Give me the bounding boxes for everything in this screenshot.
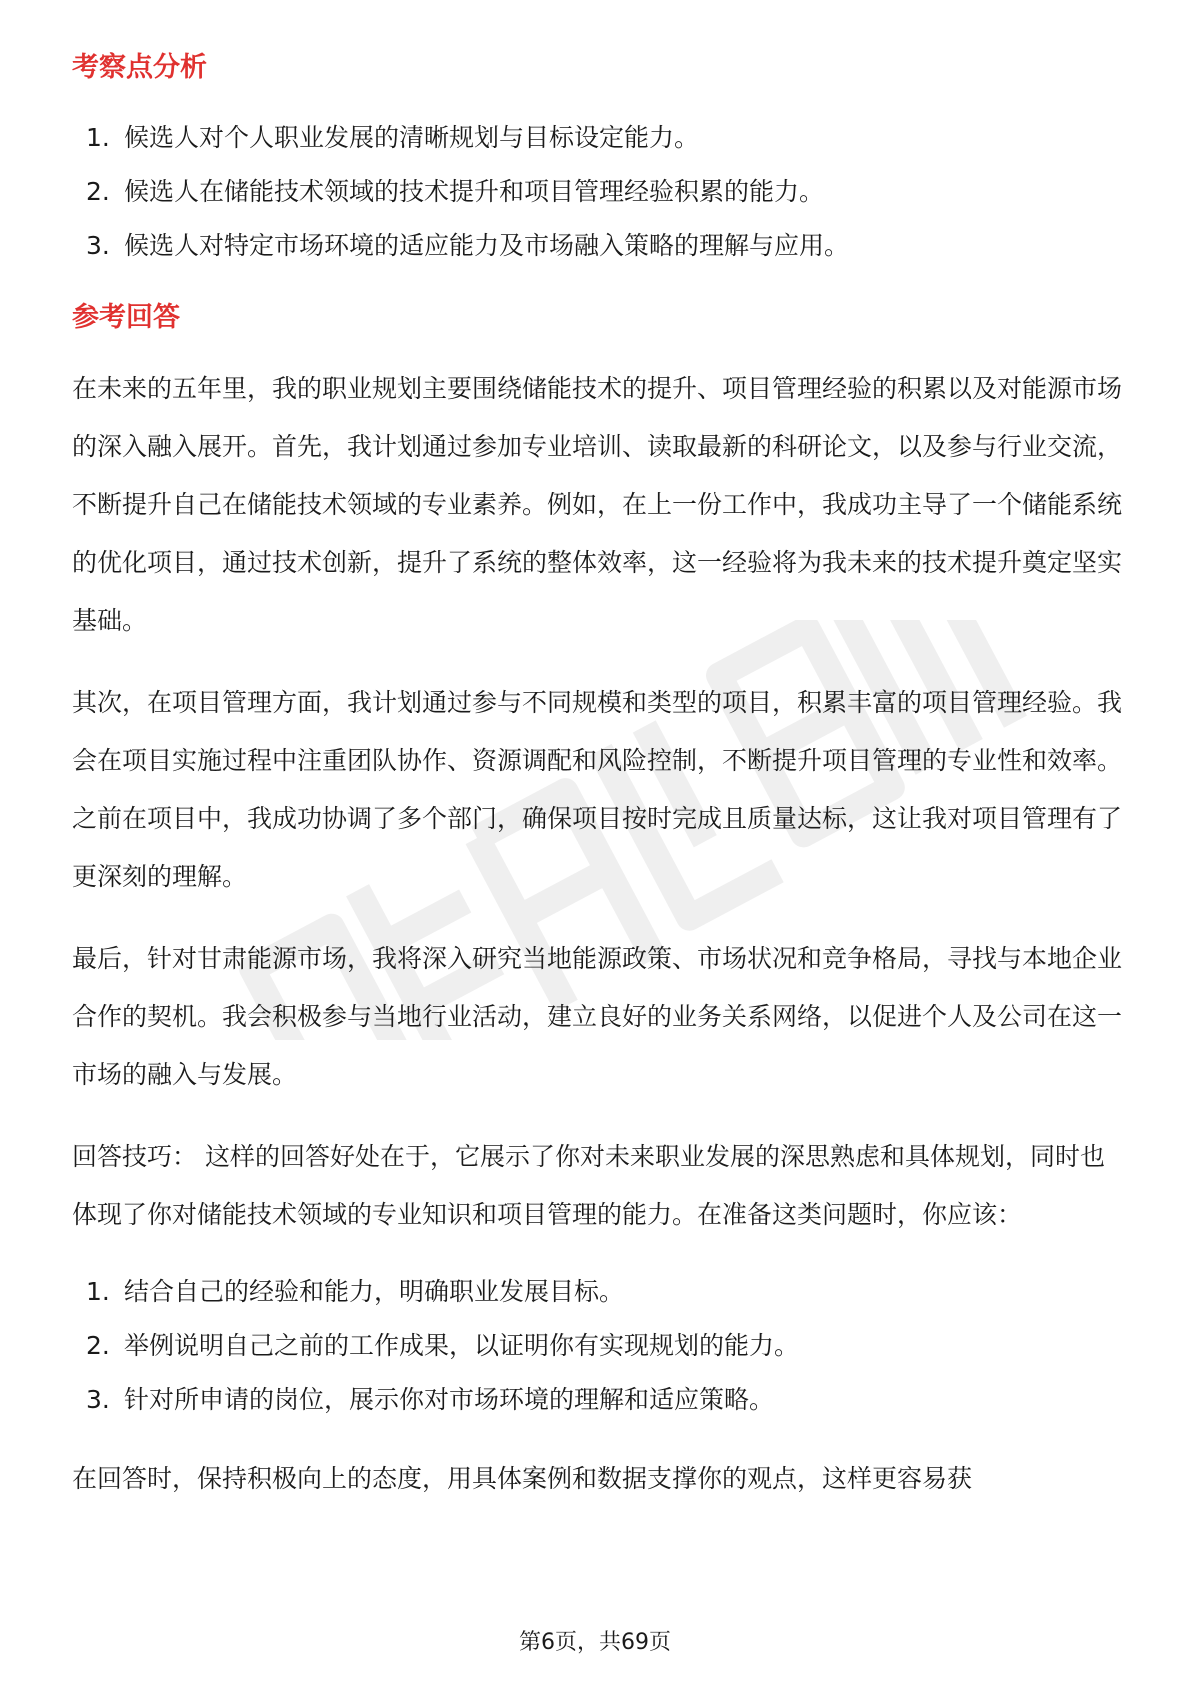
list-text: 候选人对特定市场环境的适应能力及市场融入策略的理解与应用。 [124, 231, 850, 260]
list-number: 3. [86, 1385, 110, 1414]
list-text: 针对所申请的岗位，展示你对市场环境的理解和适应策略。 [124, 1385, 775, 1414]
list-text: 候选人对个人职业发展的清晰规划与目标设定能力。 [124, 123, 700, 152]
answer-paragraph: 其次，在项目管理方面，我计划通过参与不同规模和类型的项目，积累丰富的项目管理经验。我会在项目实施过程中注重团队协作、资源调配和风险控制，不断提升项目管理的专业性和效率。之前在项目中，我成功协调了多个部门，确保项目按时完成且质量达标，这让我对项目管理有了更深刻的理解。 [72, 688, 1123, 891]
list-item [72, 226, 1122, 266]
list-number: 1. [86, 123, 110, 152]
list-item [72, 172, 1122, 212]
list-number: 2. [86, 177, 110, 206]
list-item [72, 118, 1122, 158]
list-text: 结合自己的经验和能力，明确职业发展目标。 [124, 1277, 625, 1306]
tips-list [72, 1272, 1122, 1420]
list-number: 1. [86, 1277, 110, 1306]
tips-paragraph: 回答技巧： 这样的回答好处在于，它展示了你对未来职业发展的深思熟虑和具体规划，同时也体现了你对储能技术领域的专业知识和项目管理的能力。在准备这类问题时，你应该： [72, 1142, 1105, 1229]
document-content [72, 48, 1122, 1508]
list-text: 候选人在储能技术领域的技术提升和项目管理经验积累的能力。 [124, 177, 825, 206]
page-footer: 第6页，共69页 [519, 1630, 671, 1655]
section-title-answer: 参考回答 [72, 302, 180, 333]
analysis-list [72, 118, 1122, 266]
closing-paragraph: 在回答时，保持积极向上的态度，用具体案例和数据支撑你的观点，这样更容易获 [72, 1464, 973, 1493]
answer-paragraph: 在未来的五年里，我的职业规划主要围绕储能技术的提升、项目管理经验的积累以及对能源市场的深入融入展开。首先，我计划通过参加专业培训、读取最新的科研论文，以及参与行业交流，不断提升自己在储能技术领域的专业素养。例如，在上一份工作中，我成功主导了一个储能系统的优化项目，通过技术创新，提升了系统的整体效率，这一经验将为我未来的技术提升奠定坚实基础。 [72, 374, 1123, 635]
list-number: 3. [86, 231, 110, 260]
list-item [72, 1326, 1122, 1366]
list-item [72, 1380, 1122, 1420]
answer-paragraph: 最后，针对甘肃能源市场，我将深入研究当地能源政策、市场状况和竞争格局，寻找与本地企业合作的契机。我会积极参与当地行业活动，建立良好的业务关系网络，以促进个人及公司在这一市场的融入与发展。 [72, 944, 1123, 1089]
list-item [72, 1272, 1122, 1312]
list-text: 举例说明自己之前的工作成果，以证明你有实现规划的能力。 [124, 1331, 800, 1360]
list-number: 2. [86, 1331, 110, 1360]
section-title-analysis: 考察点分析 [72, 52, 207, 83]
